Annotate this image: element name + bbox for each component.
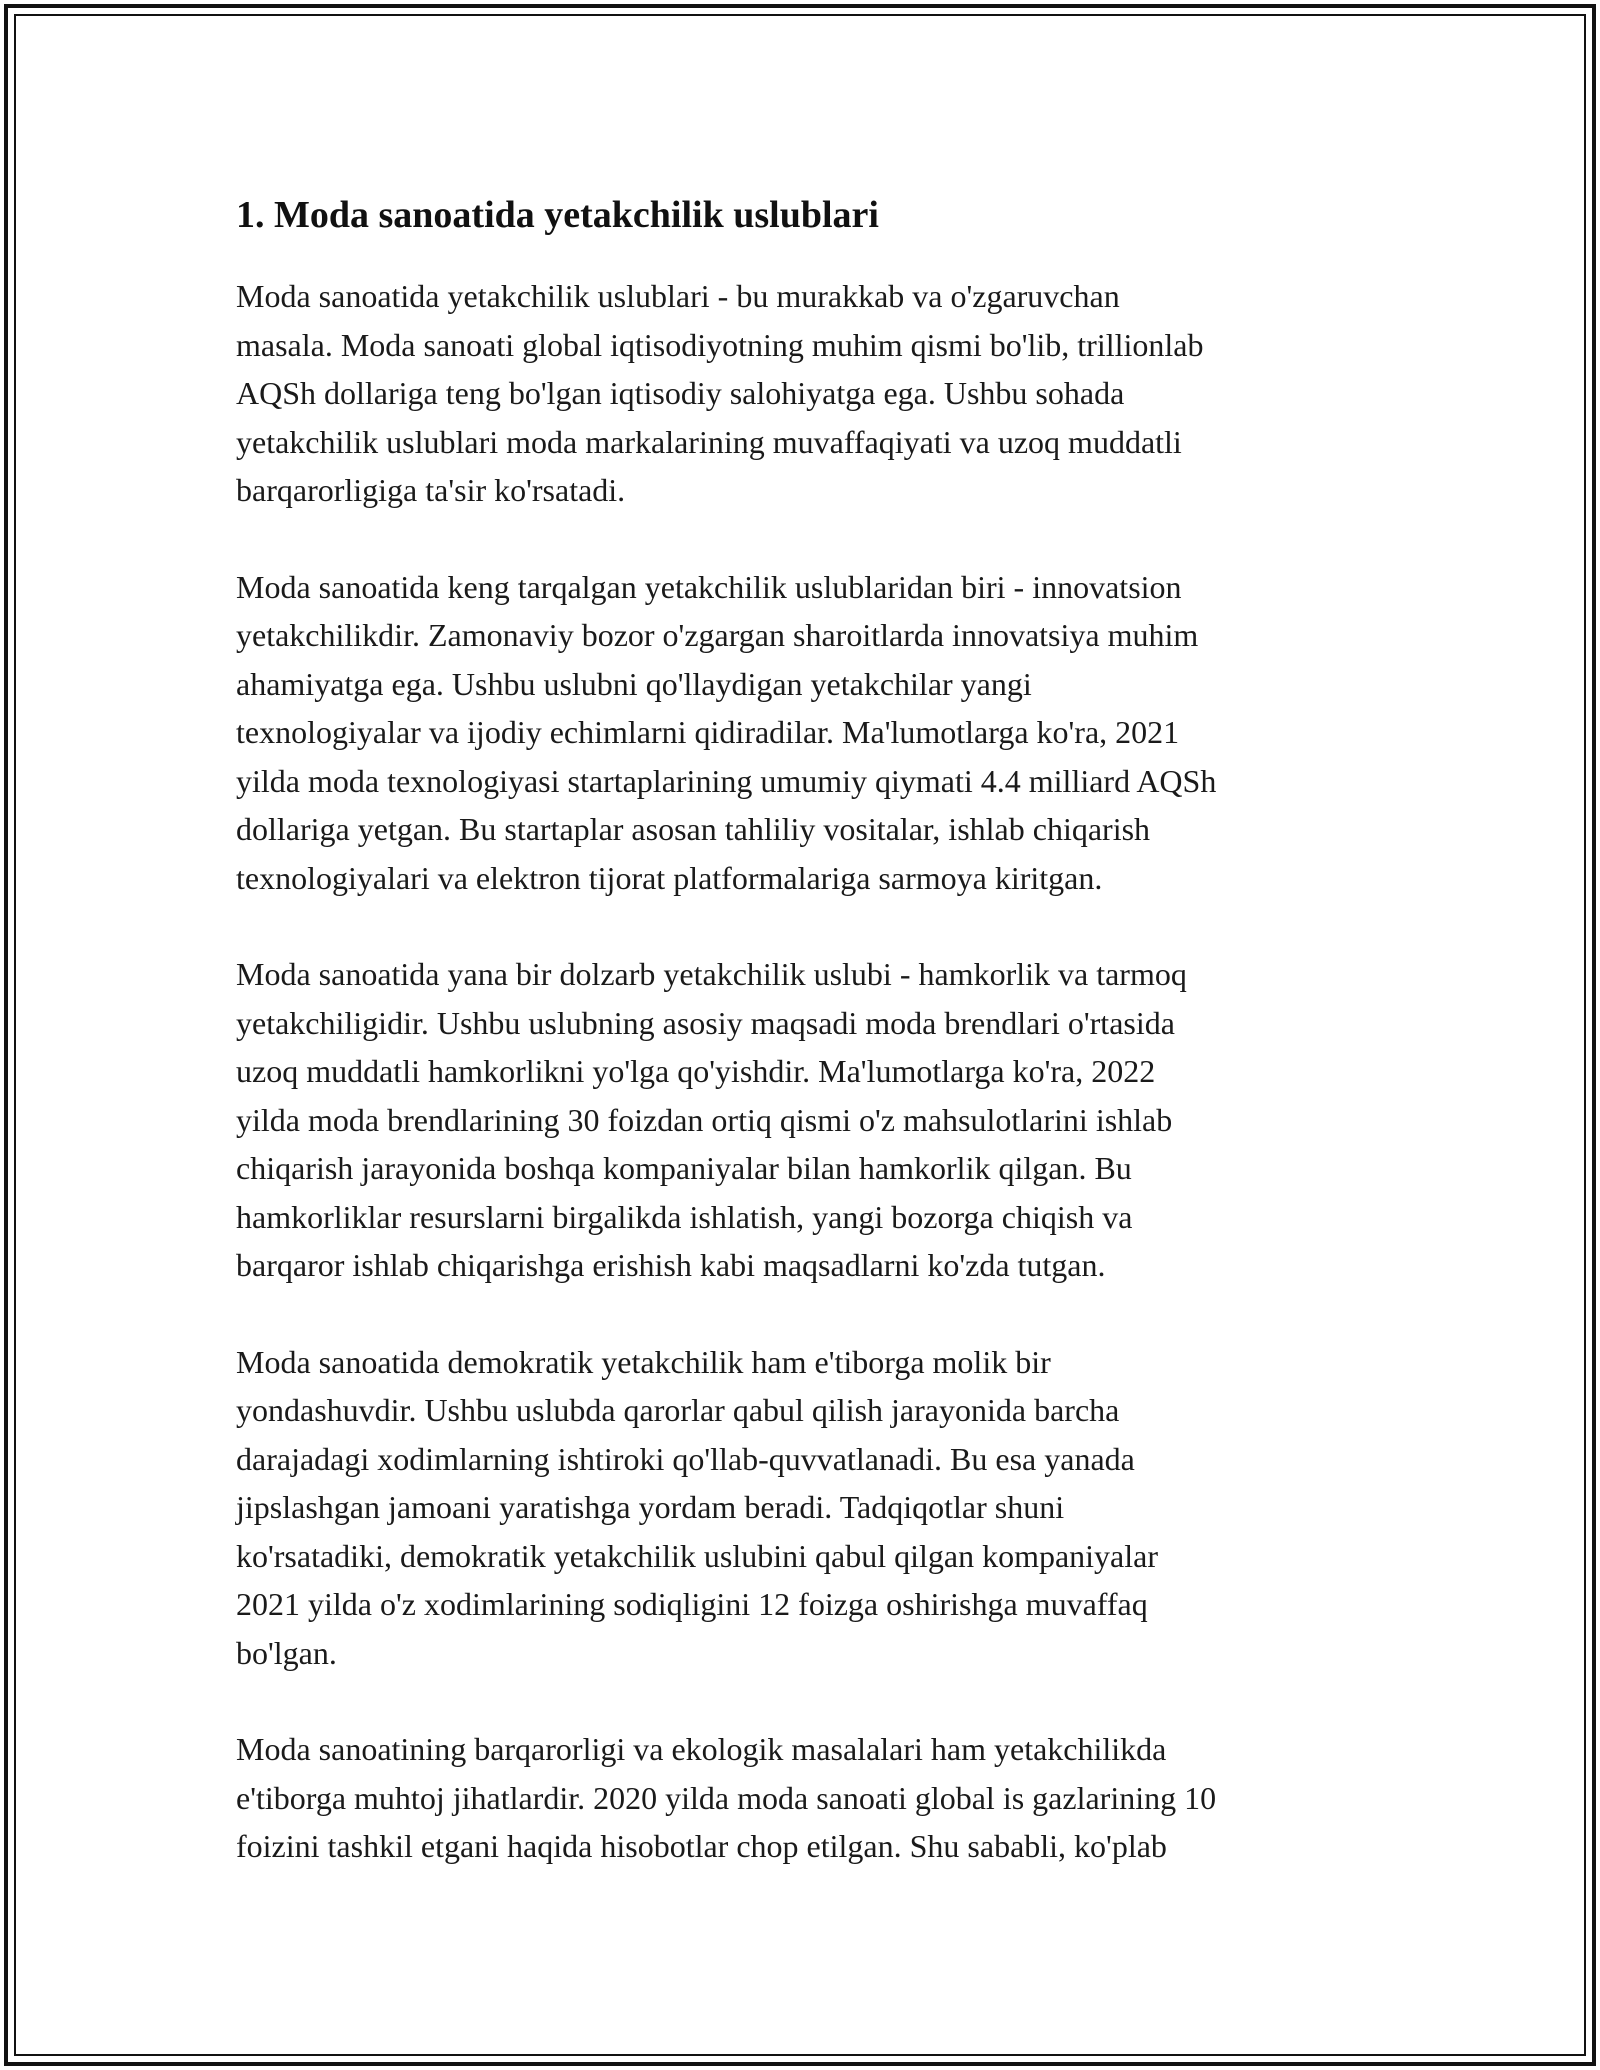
paragraph-line: ahamiyatga ega. Ushbu uslubni qo'llaydigan yetakchilar yangi [236, 665, 1032, 702]
paragraph-line: darajadagi xodimlarning ishtiroki qo'llab-quvvatlanadi. Bu esa yanada [236, 1440, 1135, 1477]
paragraph-line: texnologiyalar va ijodiy echimlarni qidiradilar. Ma'lumotlarga ko'ra, 2021 [236, 714, 1180, 750]
section-heading: 1. Moda sanoatida yetakchilik uslublari [236, 194, 879, 236]
paragraph [236, 563, 1376, 903]
paragraph [236, 272, 1376, 515]
paragraph-line: yetakchilikdir. Zamonaviy bozor o'zgargan sharoitlarda innovatsiya muhim [236, 617, 1199, 653]
paragraph-line: yetakchilik uslublari moda markalarining muvaffaqiyati va uzoq muddatli [236, 423, 1182, 460]
paragraph-line: hamkorliklar resurslarni birgalikda ishlatish, yangi bozorga chiqish va [236, 1198, 1133, 1235]
paragraph [236, 1338, 1376, 1678]
paragraph-line: yilda moda texnologiyasi startaplarining umumiy qiymati 4.4 milliard AQSh [236, 762, 1217, 799]
document-body [236, 188, 1376, 1919]
paragraph-line: yondashuvdir. Ushbu uslubda qarorlar qabul qilish jarayonida barcha [236, 1392, 1120, 1428]
paragraph-line: chiqarish jarayonida boshqa kompaniyalar bilan hamkorlik qilgan. Bu [236, 1150, 1132, 1186]
paragraph-line: jipslashgan jamoani yaratishga yordam beradi. Tadqiqotlar shuni [236, 1489, 1065, 1525]
paragraph [236, 1725, 1376, 1871]
paragraph [236, 950, 1376, 1290]
paragraph-line: uzoq muddatli hamkorlikni yo'lga qo'yishdir. Ma'lumotlarga ko'ra, 2022 [236, 1053, 1156, 1089]
paragraph-line: e'tiborga muhtoj jihatlardir. 2020 yilda moda sanoati global is gazlarining 10 [236, 1779, 1217, 1816]
paragraph-line: Moda sanoatida yana bir dolzarb yetakchilik uslubi - hamkorlik va tarmoq [236, 956, 1187, 992]
paragraph-line: Moda sanoatida demokratik yetakchilik ham e'tiborga molik bir [236, 1343, 1051, 1380]
paragraph-line: texnologiyalari va elektron tijorat platformalariga sarmoya kiritgan. [236, 859, 1103, 896]
paragraph-line: bo'lgan. [236, 1634, 337, 1671]
paragraph-line: 2021 yilda o'z xodimlarining sodiqligini 12 foizga oshirishga muvaffaq [236, 1586, 1148, 1622]
paragraph-line: foizini tashkil etgani haqida hisobotlar chop etilgan. Shu sababli, ko'plab [236, 1828, 1167, 1864]
paragraph-line: yetakchiligidir. Ushbu uslubning asosiy maqsadi moda brendlari o'rtasida [236, 1004, 1175, 1041]
paragraph-list [236, 272, 1376, 1871]
paragraph-line: yilda moda brendlarining 30 foizdan ortiq qismi o'z mahsulotlarini ishlab [236, 1101, 1173, 1138]
paragraph-line: Moda sanoatining barqarorligi va ekologik masalalari ham yetakchilikda [236, 1731, 1167, 1767]
paragraph-line: masala. Moda sanoati global iqtisodiyotning muhim qismi bo'lib, trillionlab [236, 326, 1204, 363]
paragraph-line: barqarorligiga ta'sir ko'rsatadi. [236, 472, 626, 508]
paragraph-line: Moda sanoatida keng tarqalgan yetakchilik uslublaridan biri - innovatsion [236, 568, 1182, 605]
paragraph-line: barqaror ishlab chiqarishga erishish kabi maqsadlarni ko'zda tutgan. [236, 1247, 1106, 1283]
paragraph-line: dollariga yetgan. Bu startaplar asosan tahliliy vositalar, ishlab chiqarish [236, 811, 1151, 847]
paragraph-line: AQSh dollariga teng bo'lgan iqtisodiy salohiyatga ega. Ushbu sohada [236, 375, 1125, 411]
paragraph-line: ko'rsatadiki, demokratik yetakchilik uslubini qabul qilgan kompaniyalar [236, 1537, 1158, 1574]
paragraph-line: Moda sanoatida yetakchilik uslublari - bu murakkab va o'zgaruvchan [236, 278, 1120, 314]
